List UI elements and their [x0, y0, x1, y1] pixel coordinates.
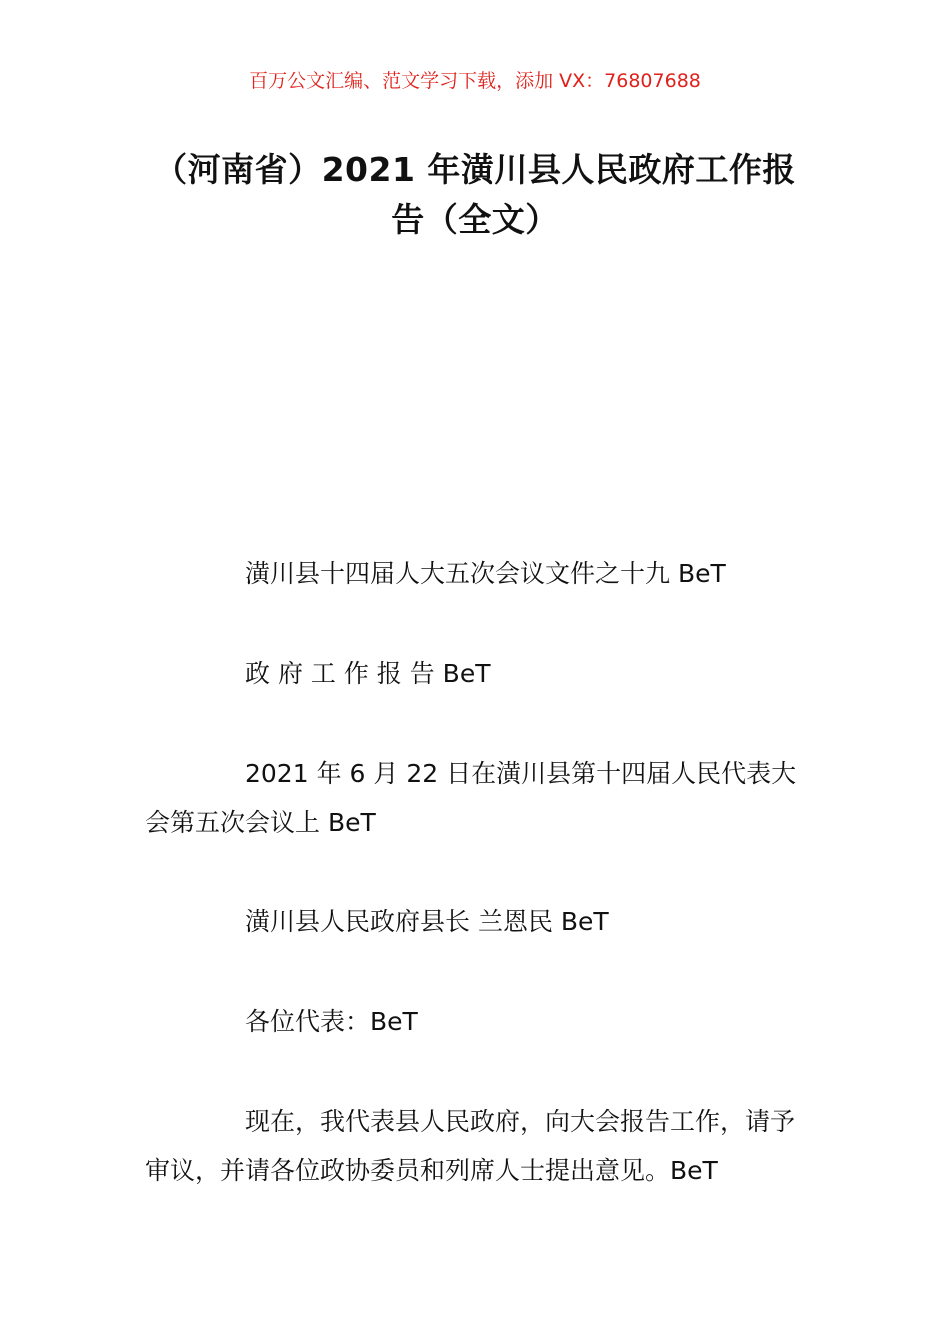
- document-title: [140, 145, 810, 245]
- document-title-line-2: 告（全文）: [391, 200, 559, 239]
- header-promo-note: 百万公文汇编、范文学习下载，添加 VX：76807688: [249, 70, 701, 92]
- meeting-document-label: 潢川县十四届人大五次会议文件之十九 BeT: [245, 559, 726, 588]
- meeting-date-line: 2021 年 6 月 22 日在潢川县第十四届人民代表大会第五次会议上 BeT: [145, 759, 797, 837]
- report-heading: 政 府 工 作 报 告 BeT: [245, 659, 491, 688]
- salutation: 各位代表：BeT: [245, 1007, 418, 1036]
- speaker-line: 潢川县人民政府县长 兰恩民 BeT: [245, 907, 609, 936]
- opening-paragraph: 现在，我代表县人民政府，向大会报告工作，请予审议，并请各位政协委员和列席人士提出意见。BeT: [145, 1107, 796, 1185]
- document-title-line-1: （河南省）2021 年潢川县人民政府工作报: [154, 150, 796, 189]
